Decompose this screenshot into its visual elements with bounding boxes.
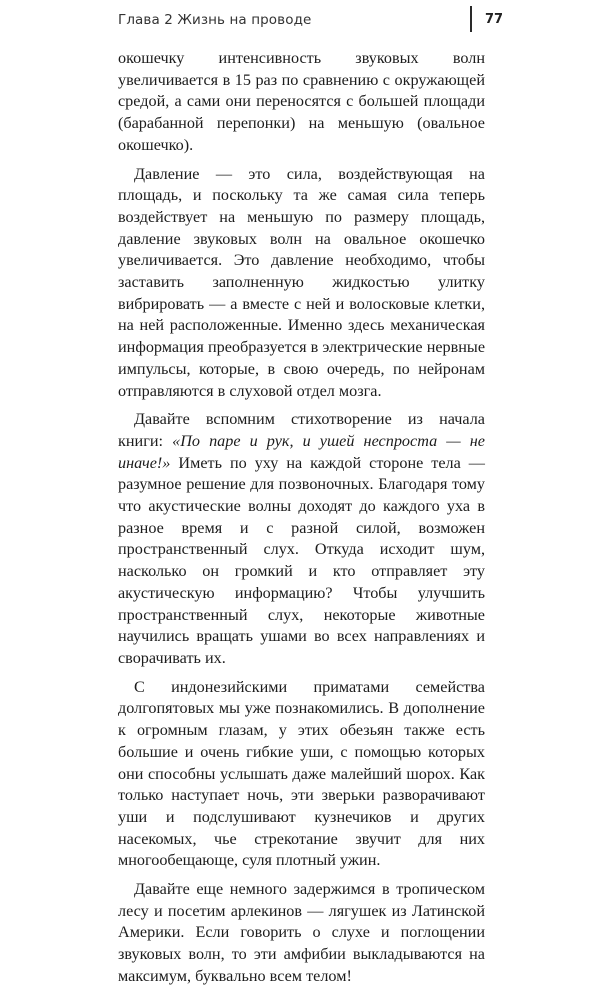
paragraph-4: С индонезийскими приматами семейства долгопятовых мы уже познакомились. В дополнение к огромным глазам, у этих обезьян также есть большие и очень гибкие уши, с помощью которых они способны услышать даже малейший шорох. Как только наступает ночь, эти зверьки разворачивают уши и подслушивают кузнечиков и других насекомых, чье стрекотание звучит для них многообещающе, суля плотный ужин. [118, 677, 485, 870]
paragraph-2: Давление — это сила, воздействующая на площадь, и поскольку та же самая сила теперь воздействует на меньшую по размеру площадь, давление звуковых волн на овальное окошечко увеличивается. Это давление необходимо, чтобы заставить заполненную жидкостью улитку вибрировать — а вместе с ней и волосковые клетки, на ней расположенные. Именно здесь механическая информация преобразуется в электрические нервные импульсы, которые, в свою очередь, по нейронам отправляются в слуховой отдел мозга. [118, 164, 485, 400]
poem-quote: «По паре и рук, и ушей неспроста — не иначе!» [118, 431, 485, 472]
paragraph-5: Давайте еще немного задержимся в тропическом лесу и посетим арлекинов — лягушек из Латинской Америки. Если говорить о слухе и поглощении звуковых волн, то эти амфибии выкладываются на максимум, буквально всем телом! [118, 880, 485, 985]
paragraph-3-intro: Давайте вспомним стихотворение из начала книги: [118, 410, 485, 450]
paragraph-3 [118, 409, 485, 669]
body-text [118, 48, 485, 988]
header-divider [470, 6, 472, 32]
page-number: 77 [485, 12, 504, 27]
paragraph-3-body: Иметь по уху на каждой стороне тела — разумное решение для позвоночных. Благодаря тому что акустические волны доходят до каждого уха в разное время и с разной силой, возможен пространственный слух. Откуда исходит шум, насколько он громкий и кто отправляет эту акустическую информацию? Чтобы улучшить пространственный слух, некоторые животные научились вращать ушами во всех направлениях и сворачивать их. [118, 453, 485, 667]
paragraph-1: окошечку интенсивность звуковых волн увеличивается в 15 раз по сравнению с окружающей средой, а сами они переносятся с большей площади (барабанной перепонки) на меньшую (овальное окошечко). [118, 49, 485, 154]
running-head-title: Глава 2 Жизнь на проводе [118, 12, 312, 28]
